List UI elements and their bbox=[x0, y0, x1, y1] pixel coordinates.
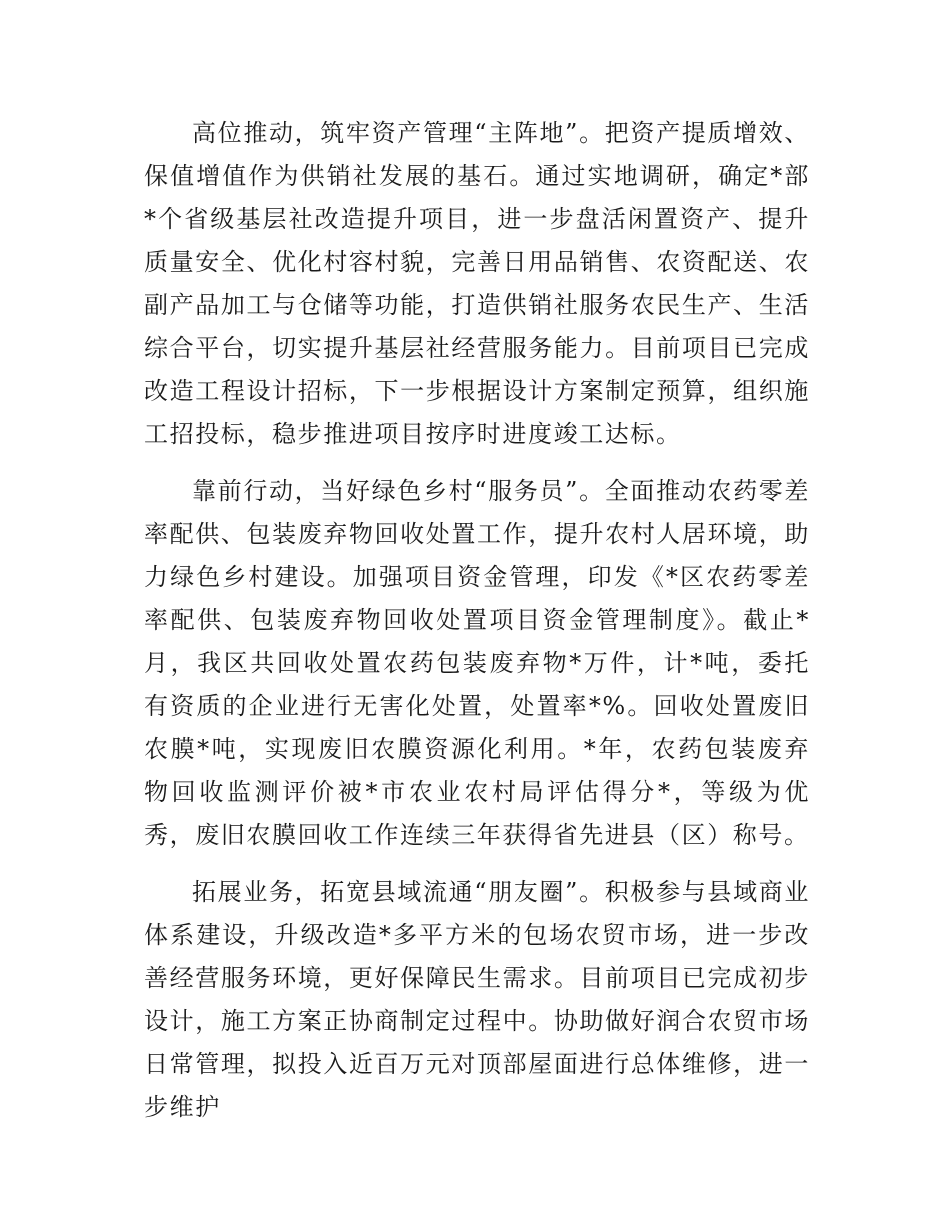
paragraph-asset-management: 高位推动，筑牢资产管理“主阵地”。把资产提质增效、保值增值作为供销社发展的基石。通过实地调研，确定*部*个省级基层社改造提升项目，进一步盘活闲置资产、提升质量安全、优化村容村貌，完善日用品销售、农资配送、农副产品加工与仓储等功能，打造供销社服务农民生产、生活综合平台，切实提升基层社经营服务能力。目前项目已完成改造工程设计招标，下一步根据设计方案制定预算，组织施工招投标，稳步推进项目按序时进度竣工达标。 bbox=[144, 119, 810, 448]
paragraph-county-circulation: 拓展业务，拓宽县域流通“朋友圈”。积极参与县域商业体系建设，升级改造*多平方米的包场农贸市场，进一步改善经营服务环境，更好保障民生需求。目前项目已完成初步设计，施工方案正协商制定过程中。协助做好润合农贸市场日常管理，拟投入近百万元对顶部屋面进行总体维修，进一步维护 bbox=[144, 878, 810, 1121]
document-body bbox=[144, 112, 810, 1143]
paragraph-green-village: 靠前行动，当好绿色乡村“服务员”。全面推动农药零差率配供、包装废弃物回收处置工作，提升农村人居环境，助力绿色乡村建设。加强项目资金管理，印发《*区农药零差率配供、包装废弃物回收处置项目资金管理制度》。截止*月，我区共回收处置农药包装废弃物*万件，计*吨，委托有资质的企业进行无害化处置，处置率*%。回收处置废旧农膜*吨，实现废旧农膜资源化利用。*年，农药包装废弃物回收监测评价被*市农业农村局评估得分*，等级为优秀，废旧农膜回收工作连续三年获得省先进县（区）称号。 bbox=[144, 477, 810, 849]
